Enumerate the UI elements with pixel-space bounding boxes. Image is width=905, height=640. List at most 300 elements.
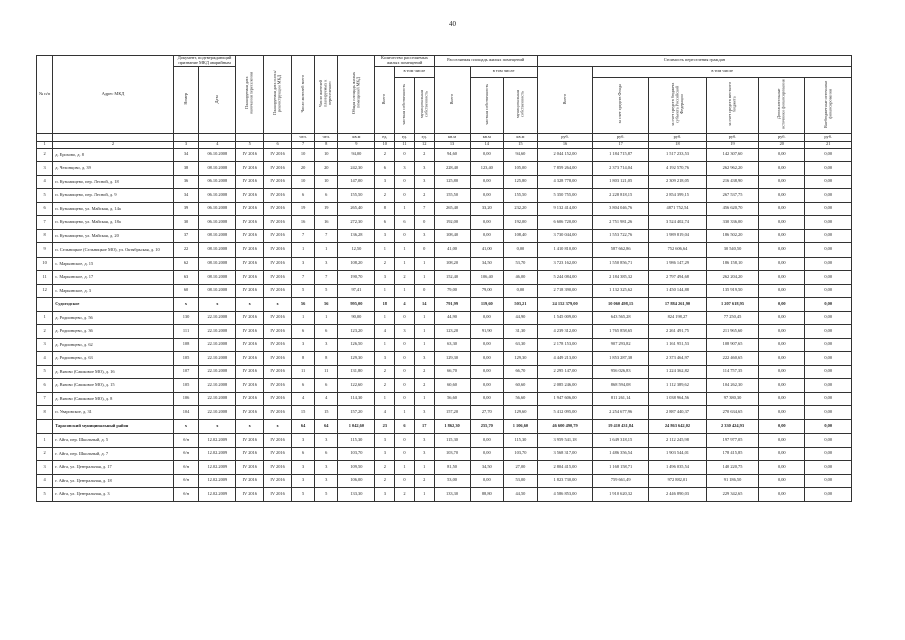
table-row-cell: 2 (414, 148, 434, 162)
table-row-cell: 1 (414, 338, 434, 352)
table-row-cell: 4 (37, 352, 53, 366)
table-row-cell: 1 (395, 202, 415, 216)
table-row (37, 175, 852, 189)
table-row-cell: 20 (315, 162, 338, 176)
table-row-cell: 129,60 (504, 406, 538, 420)
table-row-cell: 0 (414, 284, 434, 298)
table-row-cell: IV 2016 (264, 352, 292, 366)
units-row (37, 133, 852, 141)
table-row-cell: 1 486 356,54 (593, 447, 649, 461)
table-row-cell: 0,00 (470, 365, 504, 379)
subtotal-row-cell: 4 (395, 298, 415, 312)
table-row-cell: 330 336,00 (706, 216, 758, 230)
table-row-cell: 0,00 (805, 257, 852, 271)
table-row-cell: д. Родионцево, д. 36 (53, 325, 174, 339)
table-row-cell: 0,00 (504, 243, 538, 258)
table-row-cell: 114,30 (338, 392, 375, 406)
table-row-cell: 3 (37, 338, 53, 352)
table-row-cell: 907 293,82 (593, 338, 649, 352)
table-row-cell: 5 (315, 488, 338, 502)
table-row-cell: 27,70 (470, 406, 504, 420)
table-row-cell: п. Кузьмищево, ул. Майская, д. 20 (53, 229, 174, 243)
table-row-cell: 123,20 (338, 325, 375, 339)
header-total-area: Общая площадь жилых помещений МКД (338, 56, 375, 134)
table-row-cell: IV 2016 (264, 202, 292, 216)
header-address: Адрес МКД (53, 56, 174, 134)
table-row-cell: 3 (292, 434, 315, 448)
table-row (37, 229, 852, 243)
table-row-cell: 115,30 (338, 434, 375, 448)
table-row-cell: 115,30 (504, 434, 538, 448)
table-row-cell: п. Сельницкое (Сельницкое МО), ул. Октябрьская, д. 10 (53, 243, 174, 258)
table-row-cell: 3 (375, 175, 395, 189)
table-row-cell: 3 (292, 461, 315, 475)
table-row-cell: 1 (414, 461, 434, 475)
table-row-cell: 2 (375, 148, 395, 162)
table-row-cell: 1 (395, 257, 415, 271)
table-row-cell: 8 (37, 229, 53, 243)
table-row-cell: 1 (395, 243, 415, 258)
table-row (37, 474, 852, 488)
subtotal-row-cell: 6 (395, 419, 415, 434)
table-row-cell: 0,00 (759, 379, 805, 393)
units-row-cell: кв.м (434, 133, 470, 141)
table-row (37, 311, 852, 325)
table-row-cell: 122,60 (338, 379, 375, 393)
table-row-cell: 106 (173, 392, 199, 406)
table-row-cell: 53,70 (504, 257, 538, 271)
table-row-cell: 0,00 (759, 202, 805, 216)
table-row-cell: 1 (375, 243, 395, 258)
table-row-cell: 3 723 162,00 (537, 257, 593, 271)
table-row-cell: 0,00 (759, 406, 805, 420)
subtotal-row-cell: 56 (315, 298, 338, 312)
table-row-cell: 133,30 (434, 488, 470, 502)
table-row-cell: 262 204,20 (706, 271, 758, 285)
table-row (37, 365, 852, 379)
table-row-cell: 1 (315, 311, 338, 325)
table-row-cell: 0,00 (759, 352, 805, 366)
table-row-cell: 08.10.2008 (199, 271, 236, 285)
table-row-cell: 1 803 121,05 (593, 175, 649, 189)
table-row-cell: 6 606 720,00 (537, 216, 593, 230)
table-row-cell: 94,00 (338, 148, 375, 162)
table-row-cell: 0,00 (470, 338, 504, 352)
table-row-cell: 27,00 (504, 461, 538, 475)
units-row-cell: ед. (375, 133, 395, 141)
table-row-cell: 6 (315, 379, 338, 393)
table-row-cell: 0,00 (470, 447, 504, 461)
table-row-cell: 5 (315, 284, 338, 298)
page-number: 40 (449, 20, 456, 28)
table-row-cell: д. Вязово (Сашковое МО), д. 8 (53, 392, 174, 406)
column-number-row-cell: 14 (470, 141, 504, 148)
table-row-cell: 22.10.2008 (199, 325, 236, 339)
table-row-cell: 5 (292, 284, 315, 298)
table-row-cell: IV 2016 (236, 365, 264, 379)
header-doc-date: Дата (199, 66, 236, 133)
table-row-cell: 19 (315, 202, 338, 216)
table-row-cell: 2 (375, 379, 395, 393)
table-row-cell: г. Айга, ул. Центральная, д. 3 (53, 488, 174, 502)
subtotal-row-cell: 24 152 379,00 (537, 298, 593, 312)
column-number-row-cell: 9 (338, 141, 375, 148)
header-premises-area: Расселяемая площадь жилых помещений (434, 56, 537, 67)
subtotal-row-cell: 791,99 (434, 298, 470, 312)
column-number-row-cell: 13 (434, 141, 470, 148)
table-row-cell: 140 220,75 (706, 461, 758, 475)
relocation-table-sheet (36, 55, 852, 502)
column-number-row-cell: 11 (395, 141, 415, 148)
table-row-cell: 3 (37, 162, 53, 176)
table-row-cell: 1 (395, 406, 415, 420)
units-row-cell: ед. (414, 133, 434, 141)
table-row-cell: 15 (315, 406, 338, 420)
table-row-cell: 10 (315, 175, 338, 189)
table-row-cell: 0,00 (805, 202, 852, 216)
table-row-cell: 3 (37, 461, 53, 475)
table-row-cell: 0,00 (805, 189, 852, 203)
table-row-cell: 6 (37, 379, 53, 393)
table-row-cell: 4 192 570,76 (649, 162, 707, 176)
table-row-cell: 8 (375, 202, 395, 216)
table-row-cell: 0,00 (759, 243, 805, 258)
table-row-cell: п. Кузьмищево, ул. Майская, д. 14а (53, 202, 174, 216)
table-row-cell: 06.10.2008 (199, 148, 236, 162)
table-row-cell: 103,70 (504, 447, 538, 461)
subtotal-row-cell: 18 (375, 298, 395, 312)
table-row-cell: 3 959 541,18 (537, 434, 593, 448)
table-row-cell: 2 446 890,03 (649, 488, 707, 502)
table-row-cell: 1 517 233,53 (649, 148, 707, 162)
table-row-cell: 0,00 (805, 461, 852, 475)
table-row-cell: 10 (37, 257, 53, 271)
table-row-cell: 1 986 147,29 (649, 257, 707, 271)
table-row (37, 202, 852, 216)
units-row-cell (53, 133, 174, 141)
table-row-cell: 6 (375, 216, 395, 230)
table-row-cell: д. Вязово (Сашковое МО), д. 16 (53, 365, 174, 379)
table-row-cell: IV 2016 (236, 488, 264, 502)
table-row-cell: 0,00 (470, 189, 504, 203)
table-row-cell: 0 (395, 229, 415, 243)
header-area-in-that: в том числе (470, 66, 537, 77)
table-row-cell: 2 (395, 271, 415, 285)
subtotal-row-cell: 2 330 424,93 (706, 419, 758, 434)
table-row-cell: 2 (375, 474, 395, 488)
table-row-cell: 2 751 981,26 (593, 216, 649, 230)
table-row-cell: 1 765 858,65 (593, 325, 649, 339)
column-number-row-cell: 8 (315, 141, 338, 148)
table-row-cell: 1 947 606,00 (537, 392, 593, 406)
table-row-cell: 63,30 (434, 338, 470, 352)
table-row-cell: б/н (173, 447, 199, 461)
column-number-row-cell: 3 (173, 141, 199, 148)
table-row-cell: 265,40 (434, 202, 470, 216)
table-row-cell: 0,00 (759, 392, 805, 406)
table-row-cell: 131,80 (338, 365, 375, 379)
table-row-cell: 19 (292, 202, 315, 216)
table-row-cell: 1 (375, 284, 395, 298)
table-row-cell: 1 (414, 488, 434, 502)
table-row-cell: 105 (173, 379, 199, 393)
table-row-cell: 130 (173, 311, 199, 325)
table-row-cell: 0,00 (805, 434, 852, 448)
table-row (37, 257, 852, 271)
table-row-cell: 2 184 385,32 (593, 271, 649, 285)
table-row-cell: 155,50 (504, 189, 538, 203)
table-row-cell: д. Родионцево, д. 56 (53, 311, 174, 325)
table-row-cell: б/н (173, 474, 199, 488)
table-row-cell: 106,00 (338, 474, 375, 488)
table-row-cell: 0,00 (504, 284, 538, 298)
table-row-cell: 12.02.2009 (199, 461, 236, 475)
table-row-cell: 6 (292, 447, 315, 461)
table-row-cell: 7 (414, 202, 434, 216)
table-row-cell: 12 (37, 284, 53, 298)
table-row-cell: 0,00 (470, 352, 504, 366)
table-row-cell: 0 (395, 189, 415, 203)
table-row-cell: г. Айга, пер. Школьный, д. 7 (53, 447, 174, 461)
table-row-cell: 643 565,28 (593, 311, 649, 325)
table-row-cell: 2 295 147,00 (537, 365, 593, 379)
table-row-cell: 0,00 (759, 311, 805, 325)
table-row-cell: 4 586 853,00 (537, 488, 593, 502)
table-row-cell: IV 2016 (236, 202, 264, 216)
units-row-cell: руб. (537, 133, 593, 141)
subtotal-row-cell: 255,70 (470, 419, 504, 434)
table-row-cell: 44,50 (504, 488, 538, 502)
subtotal-row-cell: 0,00 (805, 419, 852, 434)
table-row-cell: 0,00 (805, 488, 852, 502)
table-row-cell: 0,00 (759, 162, 805, 176)
table-row-cell: 108,20 (338, 257, 375, 271)
header-planned-end: Планируемая дата окончания переселения (236, 56, 264, 134)
table-row-cell: 0,00 (759, 175, 805, 189)
table-row-cell: 2 112 245,98 (649, 434, 707, 448)
table-row-cell: 0,00 (470, 379, 504, 393)
table-row-cell: IV 2016 (236, 216, 264, 230)
table-row-cell: IV 2016 (264, 488, 292, 502)
table-row-cell: 192,00 (434, 216, 470, 230)
table-row-cell: 0,00 (759, 338, 805, 352)
table-row-cell: 0,00 (470, 474, 504, 488)
table-row-cell: 4871 752,54 (649, 202, 707, 216)
table-row-cell: 63 (173, 271, 199, 285)
table-row-cell: 0,00 (805, 365, 852, 379)
table-row-cell: п. Кузьмищево, ул. Майская, д. 18а (53, 216, 174, 230)
table-row-cell: 104 (173, 406, 199, 420)
table-row-cell: 186 158,10 (706, 257, 758, 271)
column-number-row-cell: 19 (706, 141, 758, 148)
table-row-cell: 2 887 440,37 (649, 406, 707, 420)
column-number-row-cell: 2 (53, 141, 174, 148)
table-row-cell: 90,00 (338, 311, 375, 325)
column-number-row-cell: 7 (292, 141, 315, 148)
table-row-cell: п. Кузьмищево, пер. Лесной, д. 18 (53, 175, 174, 189)
table-row-cell: 9 132 414,00 (537, 202, 593, 216)
table-row-cell: 33,20 (470, 202, 504, 216)
table-row-cell: п. Кузьмищево, пер. Лесной, д. 9 (53, 189, 174, 203)
subtotal-row-cell (37, 419, 53, 434)
table-row-cell: 6 (315, 447, 338, 461)
table-row-cell: 7 (315, 229, 338, 243)
table-row-cell: 104 262,30 (706, 379, 758, 393)
table-row-cell: 7 (315, 271, 338, 285)
table-row-cell: 0 (395, 352, 415, 366)
table-row-cell: д. Родионцево, д. 62 (53, 338, 174, 352)
table-row-cell: 12.02.2009 (199, 474, 236, 488)
table-row-cell: IV 2016 (264, 365, 292, 379)
relocation-table (36, 55, 852, 502)
table-row-cell: 2 (375, 461, 395, 475)
table-row-cell: 6 (292, 379, 315, 393)
subtotal-row-cell: 0,00 (759, 298, 805, 312)
table-row-cell: с. Марьинское, д. 3 (53, 284, 174, 298)
table-row-cell: 46,00 (504, 271, 538, 285)
table-row-cell: 0 (395, 392, 415, 406)
subtotal-row-cell: 995,00 (338, 298, 375, 312)
table-row-cell: 22.10.2008 (199, 406, 236, 420)
table-row (37, 392, 852, 406)
table-row-cell: 39 (173, 202, 199, 216)
subtotal-row-cell: 1 207 618,95 (706, 298, 758, 312)
subtotal-row-cell: 14 (414, 298, 434, 312)
table-row-cell: 10 (315, 148, 338, 162)
table-row-cell: 2 (414, 474, 434, 488)
column-number-row-cell: 21 (805, 141, 852, 148)
table-row-cell: 0,00 (805, 162, 852, 176)
table-row-cell: 2 309 218,05 (649, 175, 707, 189)
table-row-cell: 752 606,64 (649, 243, 707, 258)
table-row-cell: 3 (315, 474, 338, 488)
subtotal-row-cell: 1 042,60 (338, 419, 375, 434)
table-row-cell: 0 (395, 148, 415, 162)
units-row-cell: руб. (593, 133, 649, 141)
table-row-cell: 53,00 (434, 474, 470, 488)
table-row-cell: 1 (414, 257, 434, 271)
table-row-cell: 0,00 (805, 325, 852, 339)
table-row-cell: 3 (395, 162, 415, 176)
table-row-cell: IV 2016 (264, 379, 292, 393)
table-row-cell: 5 244 084,00 (537, 271, 593, 285)
table-row-cell: 1 (414, 325, 434, 339)
table-row-cell: 06.10.2008 (199, 216, 236, 230)
table-row-cell: 0,00 (805, 148, 852, 162)
table-row-cell: 10 (292, 148, 315, 162)
subtotal-row-cell: 0,00 (805, 298, 852, 312)
table-row-cell: 456 620,70 (706, 202, 758, 216)
table-row-cell: 10 (292, 175, 315, 189)
table-row-cell: 242,30 (338, 162, 375, 176)
table-row-cell: 3 (414, 352, 434, 366)
table-row-cell: 6 (315, 189, 338, 203)
table-row-cell: IV 2016 (236, 175, 264, 189)
table-row-cell: 3 (414, 175, 434, 189)
table-row (37, 284, 852, 298)
table-row-cell: 0,00 (805, 392, 852, 406)
table-row-cell: 34 (173, 189, 199, 203)
table-row-cell: 62 (173, 257, 199, 271)
table-row-cell: IV 2016 (264, 325, 292, 339)
table-row-cell: 0,00 (805, 284, 852, 298)
table-row (37, 162, 852, 176)
table-row-cell: 16 (315, 216, 338, 230)
table-row-cell: IV 2016 (264, 392, 292, 406)
table-row-cell: IV 2016 (236, 379, 264, 393)
table-row-cell: IV 2016 (236, 311, 264, 325)
column-number-row-cell: 17 (593, 141, 649, 148)
table-row-cell: 1 (292, 243, 315, 258)
table-row-cell: 2 (375, 257, 395, 271)
header-count-in-that: в том числе (395, 66, 434, 77)
table-row-cell: 136,28 (338, 229, 375, 243)
subtotal-row-cell: 119,60 (470, 298, 504, 312)
table-row-cell: IV 2016 (236, 271, 264, 285)
table-row-cell: 3 (315, 257, 338, 271)
table-row-cell: 759 661,49 (593, 474, 649, 488)
table-row-cell: 108 (173, 338, 199, 352)
table-row-cell: IV 2016 (264, 148, 292, 162)
table-row-cell: 129,30 (338, 352, 375, 366)
table-row-cell: 3 (375, 488, 395, 502)
table-row-cell: 157,20 (434, 406, 470, 420)
subtotal-row-cell: 1 862,30 (434, 419, 470, 434)
table-row-cell: 2 854 399,15 (649, 189, 707, 203)
table-row-cell: 4 449 213,00 (537, 352, 593, 366)
table-row-cell: IV 2016 (264, 243, 292, 258)
table-row-cell: IV 2016 (236, 162, 264, 176)
table-row (37, 216, 852, 230)
table-row-cell: 192,00 (504, 216, 538, 230)
table-row-cell: IV 2016 (264, 311, 292, 325)
table-row-cell: IV 2016 (264, 447, 292, 461)
table-row-cell: 125,80 (504, 175, 538, 189)
table-row-cell: 2 (395, 488, 415, 502)
column-number-row-cell: 10 (375, 141, 395, 148)
table-row-cell: IV 2016 (236, 447, 264, 461)
table-row-cell: 0,00 (759, 434, 805, 448)
table-row-cell: 4 (37, 175, 53, 189)
column-number-row-cell: 4 (199, 141, 236, 148)
table-row-cell: 3 804 046,76 (593, 202, 649, 216)
header-count-total: Всего (375, 66, 395, 133)
table-row-cell: г. Айга, ул. Центральная, д. 17 (53, 461, 174, 475)
table-row-cell: 91 186,50 (706, 474, 758, 488)
table-row-cell: 7 (37, 392, 53, 406)
column-number-row-cell: 20 (759, 141, 805, 148)
subtotal-row-cell: х (264, 419, 292, 434)
table-row-cell: 1 550 856,71 (593, 257, 649, 271)
table-row-cell: 108,20 (434, 257, 470, 271)
table-row-cell: 108,40 (434, 229, 470, 243)
table-row-cell: 2 (375, 365, 395, 379)
table-row-cell: 88,80 (470, 488, 504, 502)
table-row-cell: 3 (292, 257, 315, 271)
table-row-cell: 6 (37, 202, 53, 216)
table-row-cell: 1 823 730,00 (537, 474, 593, 488)
subtotal-row-cell: 56 (292, 298, 315, 312)
subtotal-row-cell: 503,21 (504, 298, 538, 312)
table-row-cell: 5 412 095,00 (537, 406, 593, 420)
table-row-cell: 228,40 (434, 162, 470, 176)
table-row-cell: 0,00 (805, 406, 852, 420)
table-row-cell: 155,50 (338, 189, 375, 203)
subtotal-row-cell: 19 410 431,84 (593, 419, 649, 434)
table-row-cell: IV 2016 (236, 325, 264, 339)
table-row-cell: 0,00 (470, 434, 504, 448)
header-cost-local-budget: за счет средств местного бюджета (706, 77, 758, 133)
